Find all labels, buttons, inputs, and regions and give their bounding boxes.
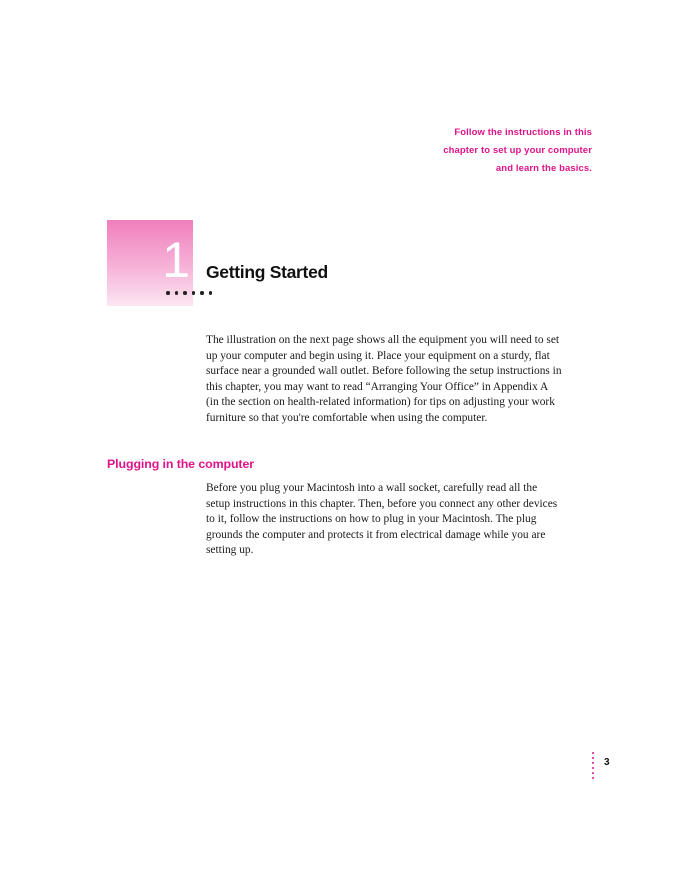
dot xyxy=(592,757,594,759)
chapter-number: 1 xyxy=(162,232,190,288)
section-heading: Plugging in the computer xyxy=(107,457,254,471)
paragraph-line: up your computer and begin using it. Place your equipment on a sturdy, flat xyxy=(206,349,550,362)
dot xyxy=(209,291,213,295)
paragraph-line: The illustration on the next page shows all the equipment you will need to set xyxy=(206,334,560,346)
paragraph-line: (in the section on health-related information) for tips on adjusting your work xyxy=(206,396,555,409)
paragraph-line: grounds the computer and protects it from electrical damage while you are xyxy=(206,528,546,541)
dot xyxy=(592,777,594,779)
paragraph-line: furniture so that you're comfortable when using the computer. xyxy=(206,411,488,424)
dot xyxy=(175,291,179,295)
margin-note-line: Follow the instructions in this xyxy=(454,127,592,138)
paragraph-line: to it, follow the instructions on how to plug in your Macintosh. The plug xyxy=(206,513,537,526)
margin-note-line: and learn the basics. xyxy=(495,163,592,174)
intro-paragraph xyxy=(206,333,598,427)
dot xyxy=(592,767,594,769)
section-paragraph xyxy=(206,481,598,559)
dot xyxy=(183,291,187,295)
paragraph-line: Before you plug your Macintosh into a wall socket, carefully read all the xyxy=(206,482,538,494)
dot xyxy=(166,291,170,295)
dot xyxy=(200,291,204,295)
dot xyxy=(192,291,196,295)
page-number: 3 xyxy=(604,757,610,768)
footer-dots-decoration xyxy=(592,752,594,779)
paragraph-line: surface near a grounded wall outlet. Before following the setup instructions in xyxy=(206,365,562,378)
margin-note-line: chapter to set up your computer xyxy=(443,145,592,156)
paragraph-line: setting up. xyxy=(206,544,254,557)
paragraph-line: setup instructions in this chapter. Then, before you connect any other devices xyxy=(206,497,558,510)
paragraph-line: this chapter, you may want to read “Arranging Your Office” in Appendix A xyxy=(206,380,549,393)
dot xyxy=(592,752,594,754)
margin-note xyxy=(332,124,592,178)
dot xyxy=(592,772,594,774)
chapter-dots-decoration xyxy=(166,291,212,295)
chapter-title: Getting Started xyxy=(206,262,328,282)
dot xyxy=(592,762,594,764)
